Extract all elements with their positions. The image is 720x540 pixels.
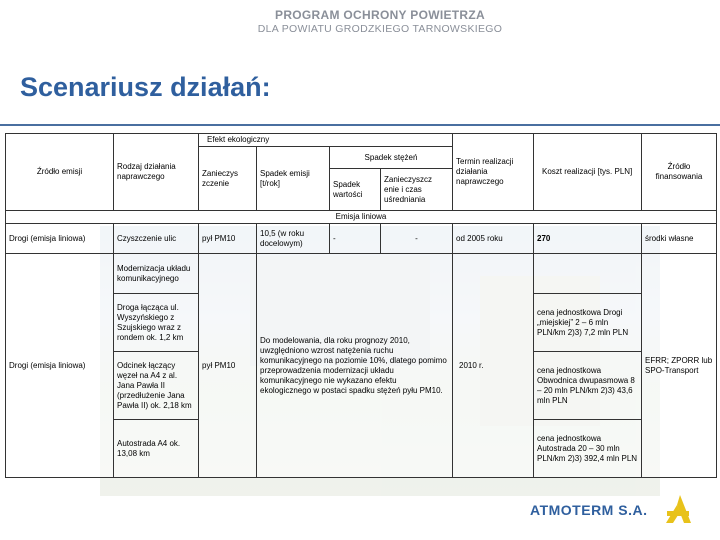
section-emisja-liniowa: Emisja liniowa: [6, 211, 717, 224]
header-line-2: DLA POWIATU GRODZKIEGO TARNOWSKIEGO: [257, 23, 503, 35]
header-spadek-stezen: Spadek stężeń: [330, 147, 453, 169]
row1-termin: od 2005 roku: [453, 224, 534, 254]
header-rodzaj: Rodzaj działania naprawczego: [114, 134, 199, 211]
row2-zanieczyszczenie: pył PM10: [199, 254, 257, 478]
atmoterm-logo-text: ATMOTERM S.A.: [530, 502, 648, 518]
row2-rodzaj-droga: Droga łącząca ul. Wyszyńskiego z Szujskiego wraz z rondem ok. 1,2 km: [114, 294, 199, 352]
row2-rodzaj-odcinek: Odcinek łączący węzeł na A4 z al. Jana Pawła II (przedłużenie Jana Pawła II) ok. 2,18 km: [114, 352, 199, 420]
row1-rodzaj: Czyszczenie ulic: [114, 224, 199, 254]
atmoterm-logo-icon: [664, 494, 692, 524]
row1-finansowanie: środki własne: [642, 224, 717, 254]
header-zrodlo: Źródło emisji: [6, 134, 114, 211]
row2-opis: Do modelowania, dla roku prognozy 2010, uwzględniono wzrost natężenia ruchu komunikacyjnego na poziomie 10%, dlatego pomimo przeprowadzenia modernizacji układu komunikacyjnego nie wykazano efektu ekologicznego w postaci spadku stężeń pyłu PM10.: [257, 254, 453, 478]
row2-zrodlo: Drogi (emisja liniowa): [6, 254, 114, 478]
header-termin: Termin realizacji działania naprawczego: [453, 134, 534, 211]
row2-koszt-blank: [534, 254, 642, 294]
row2-termin: 2010 r.: [453, 254, 534, 478]
header-zanieczyszczenie: Zanieczys zczenie: [199, 147, 257, 211]
row1-zanieczyszczenie: pył PM10: [199, 224, 257, 254]
row2-rodzaj-autostrada: Autostrada A4 ok. 13,08 km: [114, 420, 199, 478]
row1-koszt: 270: [534, 224, 642, 254]
title-divider: [0, 124, 720, 126]
header-zrodlo-fin: Źródło finansowania: [642, 134, 717, 211]
row2-koszt-autostrada: cena jednostkowa Autostrada 20 – 30 mln PLN/km 2)3) 392,4 mln PLN: [534, 420, 642, 478]
header-line-1: PROGRAM OCHRONY POWIETRZA: [275, 8, 485, 22]
header-spadek-wartosci: Spadek wartości: [330, 169, 381, 211]
row1-zrodlo: Drogi (emisja liniowa): [6, 224, 114, 254]
row2-finansowanie: EFRR; ZPORR lub SPO-Transport: [642, 254, 717, 478]
row1-spadek-wartosci: -: [330, 224, 381, 254]
header-efekt: Efekt ekologiczny: [199, 134, 453, 147]
row1-zanieczyszczenie-czas: -: [381, 224, 453, 254]
header-koszt: Koszt realizacji [tys. PLN]: [534, 134, 642, 211]
header-spadek-emisji: Spadek emisji [t/rok]: [257, 147, 330, 211]
row2-rodzaj-modernizacja: Modernizacja układu komunikacyjnego: [114, 254, 199, 294]
row2-koszt-droga: cena jednostkowa Drogi „miejskiej” 2 – 6 mln PLN/km 2)3) 7,2 mln PLN: [534, 294, 642, 352]
slide-title: Scenariusz działań:: [20, 72, 271, 102]
scenario-table: [5, 133, 717, 478]
page-header: [0, 8, 720, 35]
header-zanieczyszczenie-czas: Zanieczyszcz enie i czas uśredniania: [381, 169, 453, 211]
row2-koszt-odcinek: cena jednostkowa Obwodnica dwupasmowa 8 – 20 mln PLN/km 2)3) 43,6 mln PLN: [534, 352, 642, 420]
row1-spadek-emisji: 10,5 (w roku docelowym): [257, 224, 330, 254]
